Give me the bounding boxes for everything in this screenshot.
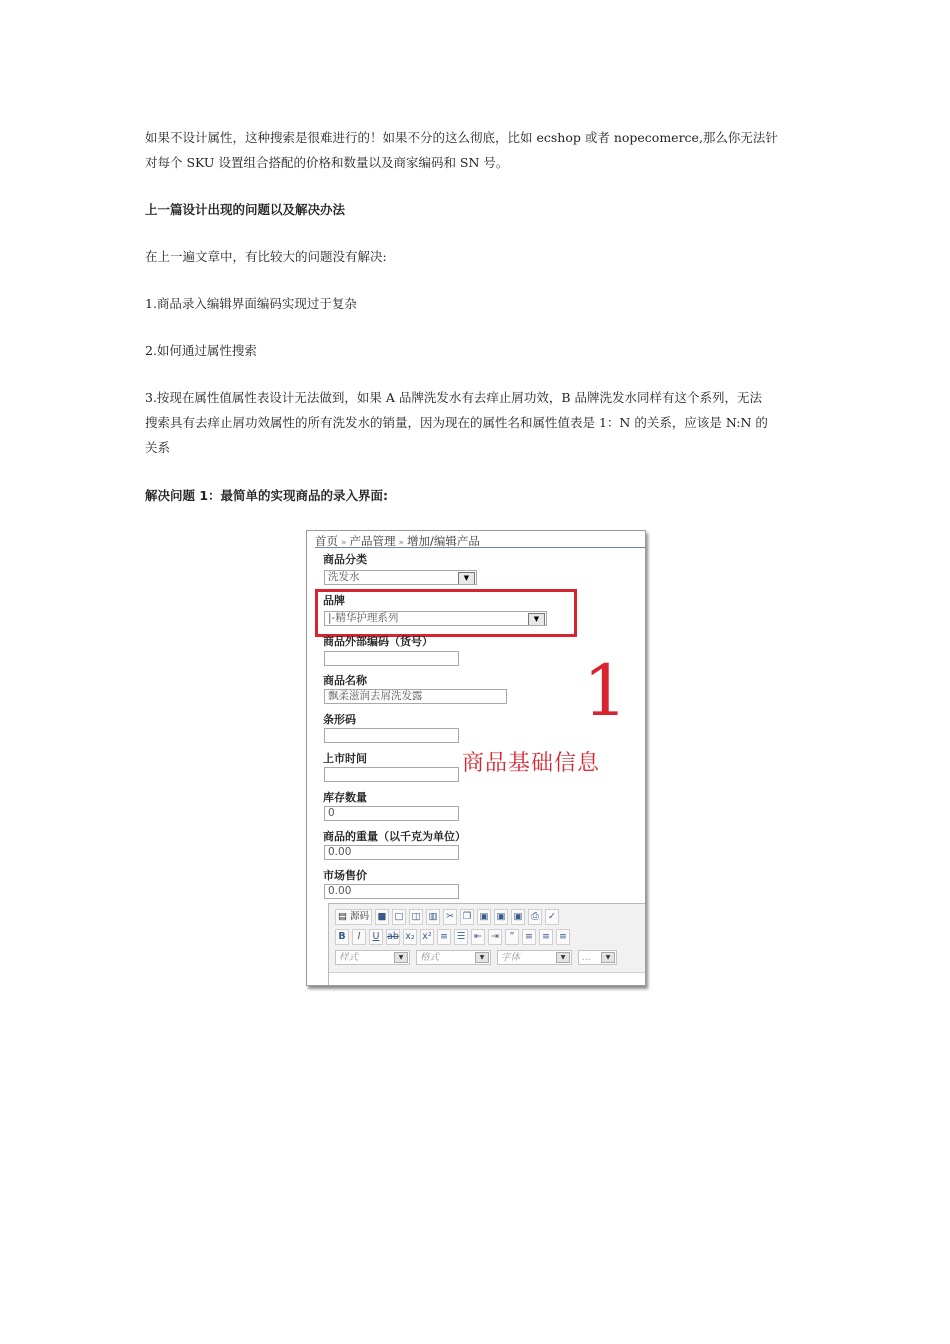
market-price-input[interactable]: 0.00 — [324, 884, 459, 899]
category-value: 洗发水 — [328, 571, 360, 583]
launch-date-label: 上市时间 — [323, 752, 367, 765]
print-icon[interactable]: ⎙ — [528, 909, 542, 925]
breadcrumb-product-management[interactable]: 产品管理 — [349, 534, 396, 548]
source-button[interactable] — [335, 909, 372, 925]
market-price-label: 市场售价 — [323, 869, 367, 882]
product-edit-screenshot — [306, 530, 646, 986]
list-item-3-line-3: 关系 — [145, 440, 171, 455]
new-page-icon[interactable]: □ — [392, 909, 406, 925]
weight-label: 商品的重量（以千克为单位） — [323, 830, 466, 843]
list-item-3-line-1: 3.按现在属性值属性表设计无法做到，如果 A 品牌洗发水有去痒止屑功效，B 品牌洗发水同样有这个系列，无法 — [145, 390, 763, 405]
external-code-label: 商品外部编码（货号） — [323, 635, 433, 648]
cut-icon[interactable]: ✂ — [443, 909, 457, 925]
paste-text-icon[interactable]: ▣ — [494, 909, 508, 925]
chevron-down-icon[interactable]: ▼ — [475, 952, 489, 963]
editor-toolbar-row-2 — [335, 929, 573, 945]
annotation-number: 1 — [583, 650, 628, 732]
spellcheck-icon[interactable]: ✓ — [545, 909, 559, 925]
italic-icon[interactable]: I — [352, 929, 366, 945]
paragraph-2: 在上一遍文章中，有比较大的问题没有解决: — [145, 249, 387, 264]
paste-word-icon[interactable]: ▣ — [511, 909, 525, 925]
size-select[interactable] — [578, 950, 617, 965]
editor-content-area[interactable] — [329, 972, 646, 986]
format-select[interactable] — [416, 950, 491, 965]
rich-text-editor[interactable] — [328, 903, 646, 986]
bold-icon[interactable]: B — [335, 929, 349, 945]
weight-input[interactable]: 0.00 — [324, 845, 459, 860]
source-button-label: 源码 — [350, 911, 370, 922]
barcode-input[interactable] — [324, 728, 459, 743]
numbered-list-icon[interactable]: ≡ — [437, 929, 451, 945]
indent-icon[interactable]: ⇥ — [488, 929, 502, 945]
template-icon[interactable]: ▥ — [426, 909, 440, 925]
category-label: 商品分类 — [323, 553, 367, 566]
brand-label: 品牌 — [323, 594, 345, 607]
chevron-down-icon[interactable]: ▼ — [556, 952, 570, 963]
list-item-3-line-2: 搜索具有去痒止屑功效属性的所有洗发水的销量，因为现在的属性名和属性值表是 1：N 的关系，应该是 N:N 的 — [145, 415, 768, 430]
breadcrumb-divider — [315, 547, 645, 548]
style-select[interactable] — [335, 950, 410, 965]
font-select[interactable] — [497, 950, 572, 965]
paragraph-1-line-1: 如果不设计属性，这种搜索是很难进行的！如果不分的这么彻底，比如 ecshop 或者 nopecomerce,那么你无法针 — [145, 130, 778, 145]
stock-input[interactable]: 0 — [324, 806, 459, 821]
align-center-icon[interactable]: ≡ — [539, 929, 553, 945]
subscript-icon[interactable]: x₂ — [403, 929, 417, 945]
breadcrumb-separator: » — [341, 538, 347, 548]
barcode-label: 条形码 — [323, 713, 356, 726]
annotation-text: 商品基础信息 — [462, 751, 601, 776]
style-select-label: 样式 — [339, 952, 359, 963]
save-icon[interactable]: ■ — [375, 909, 389, 925]
product-name-input[interactable]: 飘柔滋润去屑洗发露 — [324, 689, 507, 704]
superscript-icon[interactable]: x² — [420, 929, 434, 945]
editor-toolbar-row-1 — [335, 909, 562, 925]
breadcrumb-separator: » — [398, 538, 405, 548]
align-left-icon[interactable]: ≡ — [522, 929, 536, 945]
category-select[interactable] — [324, 570, 477, 585]
font-select-label: 字体 — [501, 952, 521, 963]
bullet-list-icon[interactable]: ☰ — [454, 929, 468, 945]
stock-label: 库存数量 — [323, 791, 367, 804]
blockquote-icon[interactable]: ” — [505, 929, 519, 945]
copy-icon[interactable]: ❐ — [460, 909, 474, 925]
underline-icon[interactable]: U — [369, 929, 383, 945]
paragraph-1-line-2: 对每个 SKU 设置组合搭配的价格和数量以及商家编码和 SN 号。 — [145, 155, 509, 170]
align-right-icon[interactable]: ≡ — [556, 929, 570, 945]
format-select-label: 格式 — [420, 952, 440, 963]
list-item-1: 1.商品录入编辑界面编码实现过于复杂 — [145, 296, 357, 311]
size-select-label: ... — [582, 952, 592, 963]
section-heading-1: 上一篇设计出现的问题以及解决办法 — [145, 202, 346, 217]
outdent-icon[interactable]: ⇤ — [471, 929, 485, 945]
source-icon: ▤ — [338, 911, 347, 922]
brand-select[interactable] — [324, 611, 547, 626]
breadcrumb-edit-product: 增加/编辑产品 — [407, 534, 480, 548]
launch-date-input[interactable] — [324, 767, 459, 782]
list-item-2: 2.如何通过属性搜索 — [145, 343, 257, 358]
external-code-input[interactable] — [324, 651, 459, 666]
chevron-down-icon[interactable]: ▼ — [601, 952, 615, 963]
section-heading-2: 解决问题 1：最简单的实现商品的录入界面: — [145, 488, 389, 503]
chevron-down-icon[interactable]: ▼ — [528, 613, 545, 626]
chevron-down-icon[interactable]: ▼ — [458, 572, 475, 585]
chevron-down-icon[interactable]: ▼ — [394, 952, 408, 963]
editor-toolbar-row-3 — [335, 950, 623, 966]
breadcrumb-home[interactable]: 首页 — [315, 534, 338, 548]
preview-icon[interactable]: ◫ — [409, 909, 423, 925]
paste-icon[interactable]: ▣ — [477, 909, 491, 925]
product-name-label: 商品名称 — [323, 674, 367, 687]
brand-value: |-精华护理系列 — [328, 612, 399, 624]
strikethrough-icon[interactable]: ab — [386, 929, 400, 945]
